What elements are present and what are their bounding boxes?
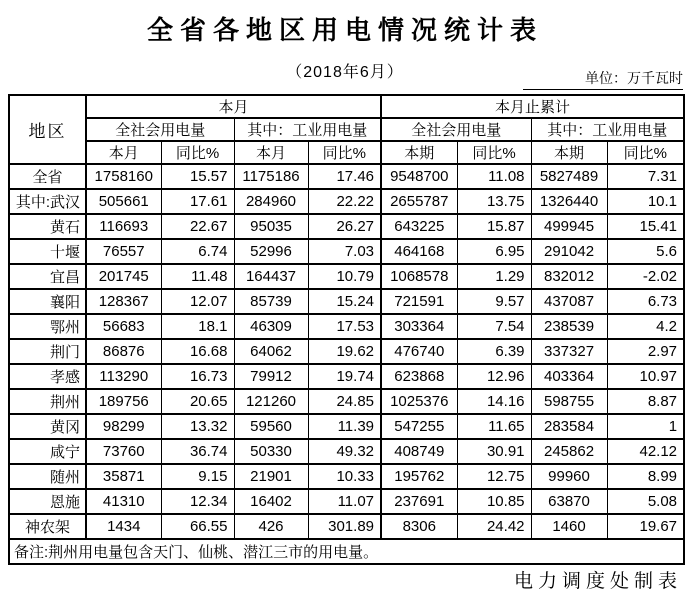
header-yoy: 同比%	[308, 141, 381, 164]
value-cell: 19.62	[308, 339, 381, 364]
region-cell: 十堰	[9, 239, 86, 264]
value-cell: 721591	[381, 289, 457, 314]
value-cell: 11.65	[457, 414, 531, 439]
value-cell: 8306	[381, 514, 457, 539]
table-row	[9, 314, 684, 339]
value-cell: 464168	[381, 239, 457, 264]
value-cell: 14.16	[457, 389, 531, 414]
value-cell: 12.07	[161, 289, 234, 314]
value-cell: 113290	[86, 364, 161, 389]
value-cell: 11.39	[308, 414, 381, 439]
value-cell: 476740	[381, 339, 457, 364]
value-cell: 2655787	[381, 189, 457, 214]
value-cell: 46309	[234, 314, 308, 339]
table-row	[9, 389, 684, 414]
value-cell: 16.68	[161, 339, 234, 364]
table-row	[9, 464, 684, 489]
value-cell: 9.57	[457, 289, 531, 314]
value-cell: 291042	[531, 239, 607, 264]
value-cell: 195762	[381, 464, 457, 489]
value-cell: 643225	[381, 214, 457, 239]
header-row-groups	[9, 95, 684, 118]
header-month-group: 本月	[86, 95, 381, 118]
value-cell: 15.87	[457, 214, 531, 239]
value-cell: 284960	[234, 189, 308, 214]
value-cell: 10.33	[308, 464, 381, 489]
region-cell: 黄石	[9, 214, 86, 239]
value-cell: 12.96	[457, 364, 531, 389]
value-cell: 5827489	[531, 164, 607, 189]
value-cell: 16.73	[161, 364, 234, 389]
value-cell: 13.75	[457, 189, 531, 214]
value-cell: 22.67	[161, 214, 234, 239]
table-row	[9, 439, 684, 464]
region-cell: 恩施	[9, 489, 86, 514]
value-cell: 63870	[531, 489, 607, 514]
value-cell: 1758160	[86, 164, 161, 189]
table-row	[9, 514, 684, 539]
value-cell: 245862	[531, 439, 607, 464]
value-cell: 408749	[381, 439, 457, 464]
value-cell: 7.54	[457, 314, 531, 339]
value-cell: 6.95	[457, 239, 531, 264]
value-cell: 8.87	[607, 389, 684, 414]
table-row	[9, 339, 684, 364]
value-cell: 6.73	[607, 289, 684, 314]
value-cell: 1326440	[531, 189, 607, 214]
value-cell: 437087	[531, 289, 607, 314]
value-cell: 86876	[86, 339, 161, 364]
value-cell: 1068578	[381, 264, 457, 289]
value-cell: 41310	[86, 489, 161, 514]
value-cell: 64062	[234, 339, 308, 364]
table-footer	[9, 539, 684, 564]
value-cell: 15.57	[161, 164, 234, 189]
value-cell: 9.15	[161, 464, 234, 489]
value-cell: 17.46	[308, 164, 381, 189]
remark: 备注:荆州用电量包含天门、仙桃、潜江三市的用电量。	[9, 539, 684, 564]
table-row	[9, 239, 684, 264]
value-cell: 499945	[531, 214, 607, 239]
header-yoy: 同比%	[161, 141, 234, 164]
value-cell: 6.74	[161, 239, 234, 264]
value-cell: 128367	[86, 289, 161, 314]
subtitle: （2018年6月）	[286, 64, 404, 81]
header-yoy: 同比%	[607, 141, 684, 164]
value-cell: 10.85	[457, 489, 531, 514]
value-cell: 4.2	[607, 314, 684, 339]
table-row	[9, 414, 684, 439]
table-row	[9, 264, 684, 289]
value-cell: 11.48	[161, 264, 234, 289]
value-cell: 16402	[234, 489, 308, 514]
value-cell: 116693	[86, 214, 161, 239]
value-cell: 7.31	[607, 164, 684, 189]
value-cell: 283584	[531, 414, 607, 439]
header-month-value: 本月	[86, 141, 161, 164]
value-cell: 73760	[86, 439, 161, 464]
value-cell: 15.41	[607, 214, 684, 239]
region-cell: 襄阳	[9, 289, 86, 314]
footer-credit: 电力调度处制表	[513, 570, 682, 590]
electricity-stats-table	[8, 94, 685, 565]
value-cell: 99960	[531, 464, 607, 489]
value-cell: 1175186	[234, 164, 308, 189]
region-cell: 宜昌	[9, 264, 86, 289]
value-cell: 21901	[234, 464, 308, 489]
header-period-value: 本期	[531, 141, 607, 164]
region-cell: 咸宁	[9, 439, 86, 464]
region-cell: 荆门	[9, 339, 86, 364]
value-cell: 164437	[234, 264, 308, 289]
header-cumulative-society: 全社会用电量	[381, 118, 531, 141]
header-yoy: 同比%	[457, 141, 531, 164]
value-cell: 49.32	[308, 439, 381, 464]
value-cell: 66.55	[161, 514, 234, 539]
header-region: 地区	[9, 95, 86, 164]
value-cell: 303364	[381, 314, 457, 339]
value-cell: 1025376	[381, 389, 457, 414]
value-cell: 95035	[234, 214, 308, 239]
header-row-categories	[9, 118, 684, 141]
region-cell: 全省	[9, 164, 86, 189]
value-cell: 52996	[234, 239, 308, 264]
value-cell: 121260	[234, 389, 308, 414]
region-cell: 孝感	[9, 364, 86, 389]
region-cell: 其中:武汉	[9, 189, 86, 214]
value-cell: 426	[234, 514, 308, 539]
value-cell: 22.22	[308, 189, 381, 214]
header-cumulative-industry: 其中：工业用电量	[531, 118, 684, 141]
value-cell: -2.02	[607, 264, 684, 289]
value-cell: 301.89	[308, 514, 381, 539]
value-cell: 30.91	[457, 439, 531, 464]
value-cell: 42.12	[607, 439, 684, 464]
table-body	[9, 164, 684, 539]
value-cell: 26.27	[308, 214, 381, 239]
header-cumulative-group: 本月止累计	[381, 95, 684, 118]
region-cell: 鄂州	[9, 314, 86, 339]
value-cell: 9548700	[381, 164, 457, 189]
value-cell: 19.74	[308, 364, 381, 389]
value-cell: 8.99	[607, 464, 684, 489]
value-cell: 1460	[531, 514, 607, 539]
table-header	[9, 95, 684, 164]
value-cell: 201745	[86, 264, 161, 289]
value-cell: 17.53	[308, 314, 381, 339]
value-cell: 403364	[531, 364, 607, 389]
table-row	[9, 364, 684, 389]
region-cell: 黄冈	[9, 414, 86, 439]
value-cell: 237691	[381, 489, 457, 514]
value-cell: 1.29	[457, 264, 531, 289]
table-row	[9, 164, 684, 189]
value-cell: 623868	[381, 364, 457, 389]
region-cell: 神农架	[9, 514, 86, 539]
value-cell: 598755	[531, 389, 607, 414]
value-cell: 56683	[86, 314, 161, 339]
value-cell: 7.03	[308, 239, 381, 264]
value-cell: 337327	[531, 339, 607, 364]
value-cell: 85739	[234, 289, 308, 314]
value-cell: 10.1	[607, 189, 684, 214]
value-cell: 1	[607, 414, 684, 439]
header-month-value: 本月	[234, 141, 308, 164]
value-cell: 24.42	[457, 514, 531, 539]
table-row	[9, 489, 684, 514]
region-cell: 荆州	[9, 389, 86, 414]
value-cell: 189756	[86, 389, 161, 414]
value-cell: 238539	[531, 314, 607, 339]
remark-row	[9, 539, 684, 564]
unit-label: 单位：万千瓦时	[523, 68, 683, 90]
table-row	[9, 189, 684, 214]
page-title: 全省各地区用电情况统计表	[146, 16, 543, 46]
table-row	[9, 214, 684, 239]
value-cell: 11.07	[308, 489, 381, 514]
value-cell: 15.24	[308, 289, 381, 314]
header-month-industry: 其中：工业用电量	[234, 118, 381, 141]
value-cell: 17.61	[161, 189, 234, 214]
value-cell: 19.67	[607, 514, 684, 539]
value-cell: 18.1	[161, 314, 234, 339]
value-cell: 36.74	[161, 439, 234, 464]
table-row	[9, 289, 684, 314]
value-cell: 59560	[234, 414, 308, 439]
header-row-metrics	[9, 141, 684, 164]
value-cell: 11.08	[457, 164, 531, 189]
value-cell: 547255	[381, 414, 457, 439]
region-cell: 随州	[9, 464, 86, 489]
value-cell: 6.39	[457, 339, 531, 364]
value-cell: 5.08	[607, 489, 684, 514]
value-cell: 2.97	[607, 339, 684, 364]
value-cell: 5.6	[607, 239, 684, 264]
value-cell: 505661	[86, 189, 161, 214]
value-cell: 10.97	[607, 364, 684, 389]
value-cell: 98299	[86, 414, 161, 439]
value-cell: 832012	[531, 264, 607, 289]
value-cell: 20.65	[161, 389, 234, 414]
value-cell: 10.79	[308, 264, 381, 289]
value-cell: 50330	[234, 439, 308, 464]
value-cell: 24.85	[308, 389, 381, 414]
value-cell: 79912	[234, 364, 308, 389]
value-cell: 12.34	[161, 489, 234, 514]
value-cell: 76557	[86, 239, 161, 264]
value-cell: 12.75	[457, 464, 531, 489]
value-cell: 35871	[86, 464, 161, 489]
value-cell: 1434	[86, 514, 161, 539]
header-month-society: 全社会用电量	[86, 118, 234, 141]
value-cell: 13.32	[161, 414, 234, 439]
header-period-value: 本期	[381, 141, 457, 164]
